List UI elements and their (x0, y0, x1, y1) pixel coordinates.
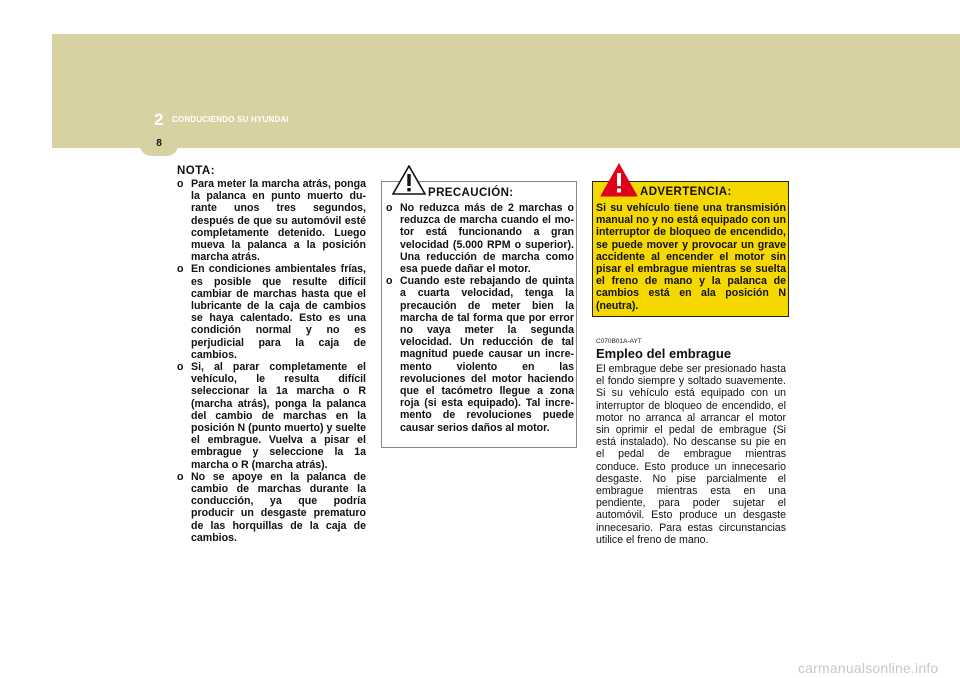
section-code: C070B01A-AYT (596, 338, 642, 345)
bullet-mark: o (386, 202, 393, 214)
advertencia-text: Si su vehículo tiene una transmisión manual no y no está equipado con un interruptor de bloqueo de encendido, se puede mover y provocar un grave accidente al encender el motor sin pisar el embrague mientras se suelta el freno de mano y la palanca de cambios está en ala posición N (neutra). (596, 202, 786, 312)
warning-triangle-icon (392, 165, 426, 195)
section-heading: Empleo del embrague (596, 346, 732, 361)
bullet-mark: o (386, 275, 393, 288)
list-item (177, 361, 366, 471)
list-item-text: Cuando este rebajando de quinta a cuarta velocidad, tenga la precaución de meter bien la marcha de tal forma que por error no vaya meter la segunda velocidad. Un reducción de tal magnitud puede causar un incre- mento violento en las revoluciones del motor haciendo que el tacómetro llegue a zona roja (si esta equipado). Tal incre- mento de revoluciones puede causar serios daños al motor. (400, 275, 574, 434)
chapter-title: CONDUCIENDO SU HYUNDAI (172, 115, 289, 124)
danger-triangle-icon (600, 163, 638, 197)
page-number: 8 (156, 138, 162, 149)
header-band (52, 34, 960, 148)
bullet-mark: o (177, 263, 184, 276)
precaucion-list (386, 202, 574, 434)
list-item (177, 263, 366, 361)
chapter-number: 2 (154, 110, 164, 129)
watermark: carmanualsonline.info (798, 660, 939, 676)
list-item-text: Si, al parar completamente el vehículo, le resulta difícil seleccionar la 1a marcha o R (marcha atrás), ponga la palanca del cambio de marchas en la posición N (punto muerto) y suelte el embrague. Vuelva a pisar el embrague y seleccione la 1a marcha o R (marcha atrás). (191, 361, 366, 471)
list-item (386, 202, 574, 275)
advertencia-title: ADVERTENCIA: (640, 186, 732, 198)
nota-list (177, 178, 366, 544)
bullet-mark: o (177, 361, 184, 374)
bullet-mark: o (177, 470, 184, 483)
list-item (177, 471, 366, 544)
list-item (386, 275, 574, 434)
page-number-tab (140, 134, 178, 156)
list-item (177, 178, 366, 263)
list-item-text: Para meter la marcha atrás, ponga la palanca en punto muerto du- rante unos tres segundos, después de que su automóvil esté completamente detenido. Luego mueva la palanca a la posición marcha atrás. (191, 178, 366, 264)
list-item-text: En condiciones ambientales frías, es posible que resulte difícil cambiar de marchas hasta que el lubricante de la caja de cambios se haya calentado. Esto es una condición normal y no es perjudicial para la caja de cambios. (191, 263, 366, 361)
nota-title: NOTA: (177, 165, 216, 177)
nota-section (177, 165, 366, 544)
precaucion-title: PRECAUCIÓN: (428, 187, 514, 199)
list-item-text: No se apoye en la palanca de cambio de marchas durante la conducción, ya que podría producir un desgaste prematuro de las horquillas de la caja de cambios. (191, 470, 366, 544)
list-item-text: No reduzca más de 2 marchas o reduzca de marcha cuando el mo- tor está funcionando a gran velocidad (5.000 RPM o superior). Una reducción de marcha como esa puede dañar el motor. (400, 202, 574, 276)
section-body-text: El embrague debe ser presionado hasta el fondo siempre y soltado suavemente. Si su vehículo está equipado con un interruptor de bloqueo de encendido, el motor no arranca al arrancar el motor sin oprimir el pedal de embrague (Si está instalado). No descanse su pie en el pedal de embrague mientras conduce. Esto produce un innecesario desgaste. No pise parcialmente el embrague mientras esta en una pendiente, para poder sujetar el automóvil. Esto produce un desgaste innecesario. Para estas circunstancias utilice el freno de mano. (596, 363, 786, 546)
bullet-mark: o (177, 178, 184, 190)
